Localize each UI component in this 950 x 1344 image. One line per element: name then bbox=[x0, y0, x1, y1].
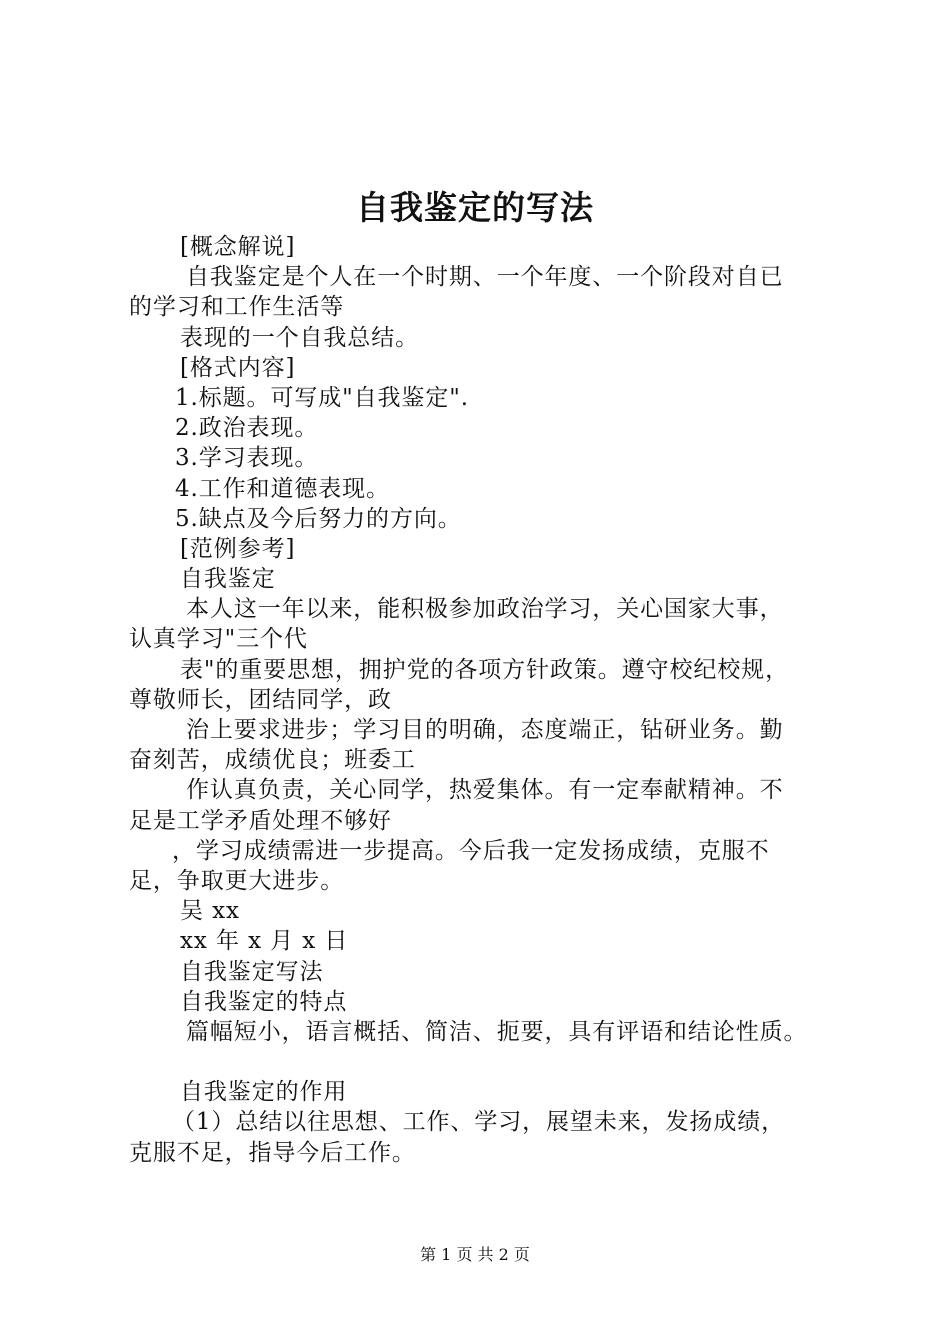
signature-date: xx 年 x 月 x 日 bbox=[180, 928, 349, 955]
section-heading-concept: [概念解说] bbox=[180, 234, 296, 260]
list-item: 2.政治表现。 bbox=[175, 415, 319, 442]
document-title: 自我鉴定的写法 bbox=[356, 188, 594, 227]
list-item: 1.标题。可写成"自我鉴定". bbox=[175, 384, 469, 411]
paragraph-line: 的学习和工作生活等 bbox=[129, 294, 345, 321]
paragraph-line: 表"的重要思想，拥护党的各项方针政策。遵守校纪校规， bbox=[180, 656, 789, 683]
paragraph-line: 认真学习"三个代 bbox=[129, 626, 308, 653]
page-footer: 第 1 页 共 2 页 bbox=[420, 1245, 530, 1264]
blank-line bbox=[129, 1047, 839, 1077]
section-heading-format: [格式内容] bbox=[180, 354, 296, 381]
paragraph-line: （1）总结以往思想、工作、学习，展望未来，发扬成绩， bbox=[172, 1109, 786, 1136]
paragraph-line: 自我鉴定是个人在一个时期、一个年度、一个阶段对自已 bbox=[186, 264, 784, 291]
paragraph-line: 奋刻苦，成绩优良；班委工 bbox=[129, 747, 416, 774]
paragraph-line: 足，争取更大进步。 bbox=[129, 867, 345, 894]
list-item: 4.工作和道德表现。 bbox=[175, 475, 390, 502]
paragraph-line: 克服不足，指导今后工作。 bbox=[129, 1139, 416, 1166]
subheading: 自我鉴定的作用 bbox=[180, 1079, 348, 1106]
paragraph-line: 本人这一年以来，能积极参加政治学习，关心国家大事， bbox=[186, 596, 784, 623]
document-body bbox=[129, 232, 839, 1168]
signature-name: 吴 xx bbox=[180, 898, 240, 925]
list-item: 5.缺点及今后努力的方向。 bbox=[175, 505, 462, 532]
paragraph-line: 足是工学矛盾处理不够好 bbox=[129, 807, 392, 834]
paragraph-line: 表现的一个自我总结。 bbox=[180, 324, 419, 351]
subheading: 自我鉴定的特点 bbox=[180, 988, 348, 1015]
example-title: 自我鉴定 bbox=[180, 566, 276, 593]
paragraph-line: ，学习成绩需进一步提高。今后我一定发扬成绩，克服不 bbox=[172, 837, 770, 864]
paragraph-line: 尊敬师长，团结同学，政 bbox=[129, 686, 392, 713]
subheading: 自我鉴定写法 bbox=[180, 958, 324, 985]
paragraph-line: 篇幅短小，语言概括、简洁、扼要，具有评语和结论性质。 bbox=[186, 1018, 808, 1045]
paragraph-line: 治上要求进步；学习目的明确，态度端正，钻研业务。勤 bbox=[186, 717, 784, 743]
section-heading-example: [范例参考] bbox=[180, 535, 296, 562]
list-item: 3.学习表现。 bbox=[175, 445, 319, 472]
paragraph-line: 作认真负责，关心同学，热爱集体。有一定奉献精神。不 bbox=[186, 777, 784, 804]
